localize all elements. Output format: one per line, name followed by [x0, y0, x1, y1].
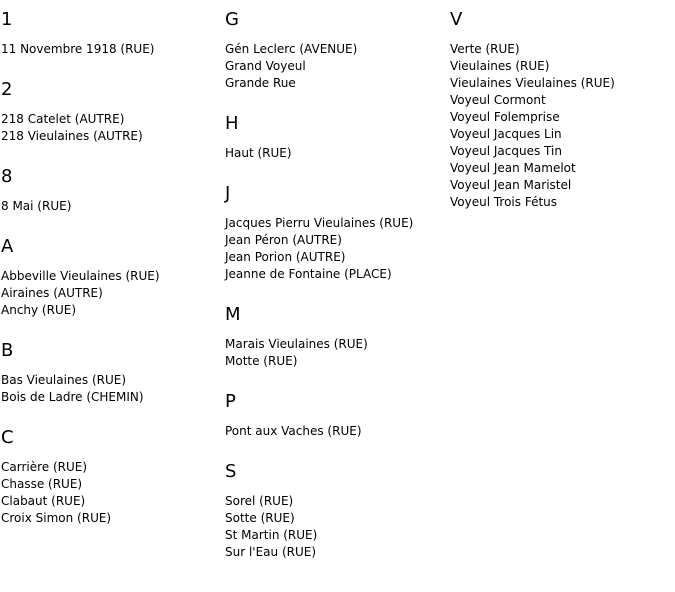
street-link[interactable]: Vieulaines (RUE): [450, 59, 550, 73]
group-letter-heading: A: [1, 236, 14, 257]
street-link[interactable]: Jacques Pierru Vieulaines (RUE): [225, 216, 414, 230]
street-link[interactable]: 218 Catelet (AUTRE): [1, 112, 125, 126]
group-letter-heading: 8: [1, 166, 13, 187]
street-link[interactable]: Verte (RUE): [450, 42, 520, 56]
group-letter-heading: G: [225, 9, 239, 30]
letter-group-c: [1, 426, 221, 527]
street-link[interactable]: Grande Rue: [225, 76, 296, 90]
street-link[interactable]: Sorel (RUE): [225, 494, 294, 508]
group-letter-heading: B: [1, 340, 14, 361]
street-list: [225, 215, 445, 283]
street-list: [225, 336, 445, 370]
street-link[interactable]: Voyeul Jean Maristel: [450, 178, 572, 192]
street-link[interactable]: Bas Vieulaines (RUE): [1, 373, 127, 387]
street-link[interactable]: Gén Leclerc (AVENUE): [225, 42, 358, 56]
street-link[interactable]: Voyeul Jean Mamelot: [450, 161, 576, 175]
street-link[interactable]: Haut (RUE): [225, 146, 292, 160]
street-link[interactable]: Motte (RUE): [225, 354, 298, 368]
letter-group-s: [225, 460, 445, 561]
street-link[interactable]: Abbeville Vieulaines (RUE): [1, 269, 160, 283]
column-2: [225, 8, 445, 581]
street-link[interactable]: Jean Péron (AUTRE): [225, 233, 342, 247]
letter-group-b: [1, 339, 221, 406]
street-link[interactable]: Clabaut (RUE): [1, 494, 86, 508]
letter-group-j: [225, 182, 445, 283]
letter-group-m: [225, 303, 445, 370]
street-link[interactable]: Jeanne de Fontaine (PLACE): [225, 267, 392, 281]
column-1: [1, 8, 221, 547]
group-letter-heading: 1: [1, 9, 13, 30]
street-link[interactable]: Voyeul Jacques Lin: [450, 127, 562, 141]
letter-group-a: [1, 235, 221, 319]
street-link[interactable]: 11 Novembre 1918 (RUE): [1, 42, 155, 56]
street-list: [1, 41, 221, 58]
street-list: [225, 145, 445, 162]
street-link[interactable]: Carrière (RUE): [1, 460, 88, 474]
letter-group-g: [225, 8, 445, 92]
street-link[interactable]: Grand Voyeul: [225, 59, 306, 73]
group-letter-heading: S: [225, 461, 237, 482]
street-link[interactable]: Croix Simon (RUE): [1, 511, 112, 525]
street-list: [225, 423, 445, 440]
group-letter-heading: J: [225, 183, 231, 204]
street-link[interactable]: Voyeul Folemprise: [450, 110, 560, 124]
letter-group-8: [1, 165, 221, 215]
group-letter-heading: H: [225, 113, 239, 134]
street-link[interactable]: 8 Mai (RUE): [1, 199, 72, 213]
group-letter-heading: V: [450, 9, 463, 30]
group-letter-heading: P: [225, 391, 236, 412]
street-link[interactable]: Pont aux Vaches (RUE): [225, 424, 362, 438]
street-link[interactable]: Voyeul Trois Fétus: [450, 195, 558, 209]
letter-group-h: [225, 112, 445, 162]
street-link[interactable]: Sur l'Eau (RUE): [225, 545, 317, 559]
group-letter-heading: M: [225, 304, 241, 325]
street-link[interactable]: Jean Porion (AUTRE): [225, 250, 346, 264]
street-link[interactable]: 218 Vieulaines (AUTRE): [1, 129, 143, 143]
street-list: [1, 459, 221, 527]
street-list: [225, 41, 445, 92]
street-list: [1, 268, 221, 319]
street-link[interactable]: Airaines (AUTRE): [1, 286, 103, 300]
street-link[interactable]: Marais Vieulaines (RUE): [225, 337, 368, 351]
letter-group-1: [1, 8, 221, 58]
street-list: [1, 372, 221, 406]
group-letter-heading: 2: [1, 79, 13, 100]
street-link[interactable]: St Martin (RUE): [225, 528, 318, 542]
street-link[interactable]: Voyeul Cormont: [450, 93, 546, 107]
column-3: [450, 8, 670, 231]
street-link[interactable]: Voyeul Jacques Tin: [450, 144, 562, 158]
street-list: [225, 493, 445, 561]
letter-group-2: [1, 78, 221, 145]
street-link[interactable]: Sotte (RUE): [225, 511, 295, 525]
letter-group-p: [225, 390, 445, 440]
street-list: [1, 198, 221, 215]
letter-group-v: [450, 8, 670, 211]
street-link[interactable]: Bois de Ladre (CHEMIN): [1, 390, 144, 404]
street-list: [450, 41, 670, 211]
street-link[interactable]: Chasse (RUE): [1, 477, 83, 491]
street-link[interactable]: Anchy (RUE): [1, 303, 76, 317]
group-letter-heading: C: [1, 427, 14, 448]
street-link[interactable]: Vieulaines Vieulaines (RUE): [450, 76, 615, 90]
street-list: [1, 111, 221, 145]
